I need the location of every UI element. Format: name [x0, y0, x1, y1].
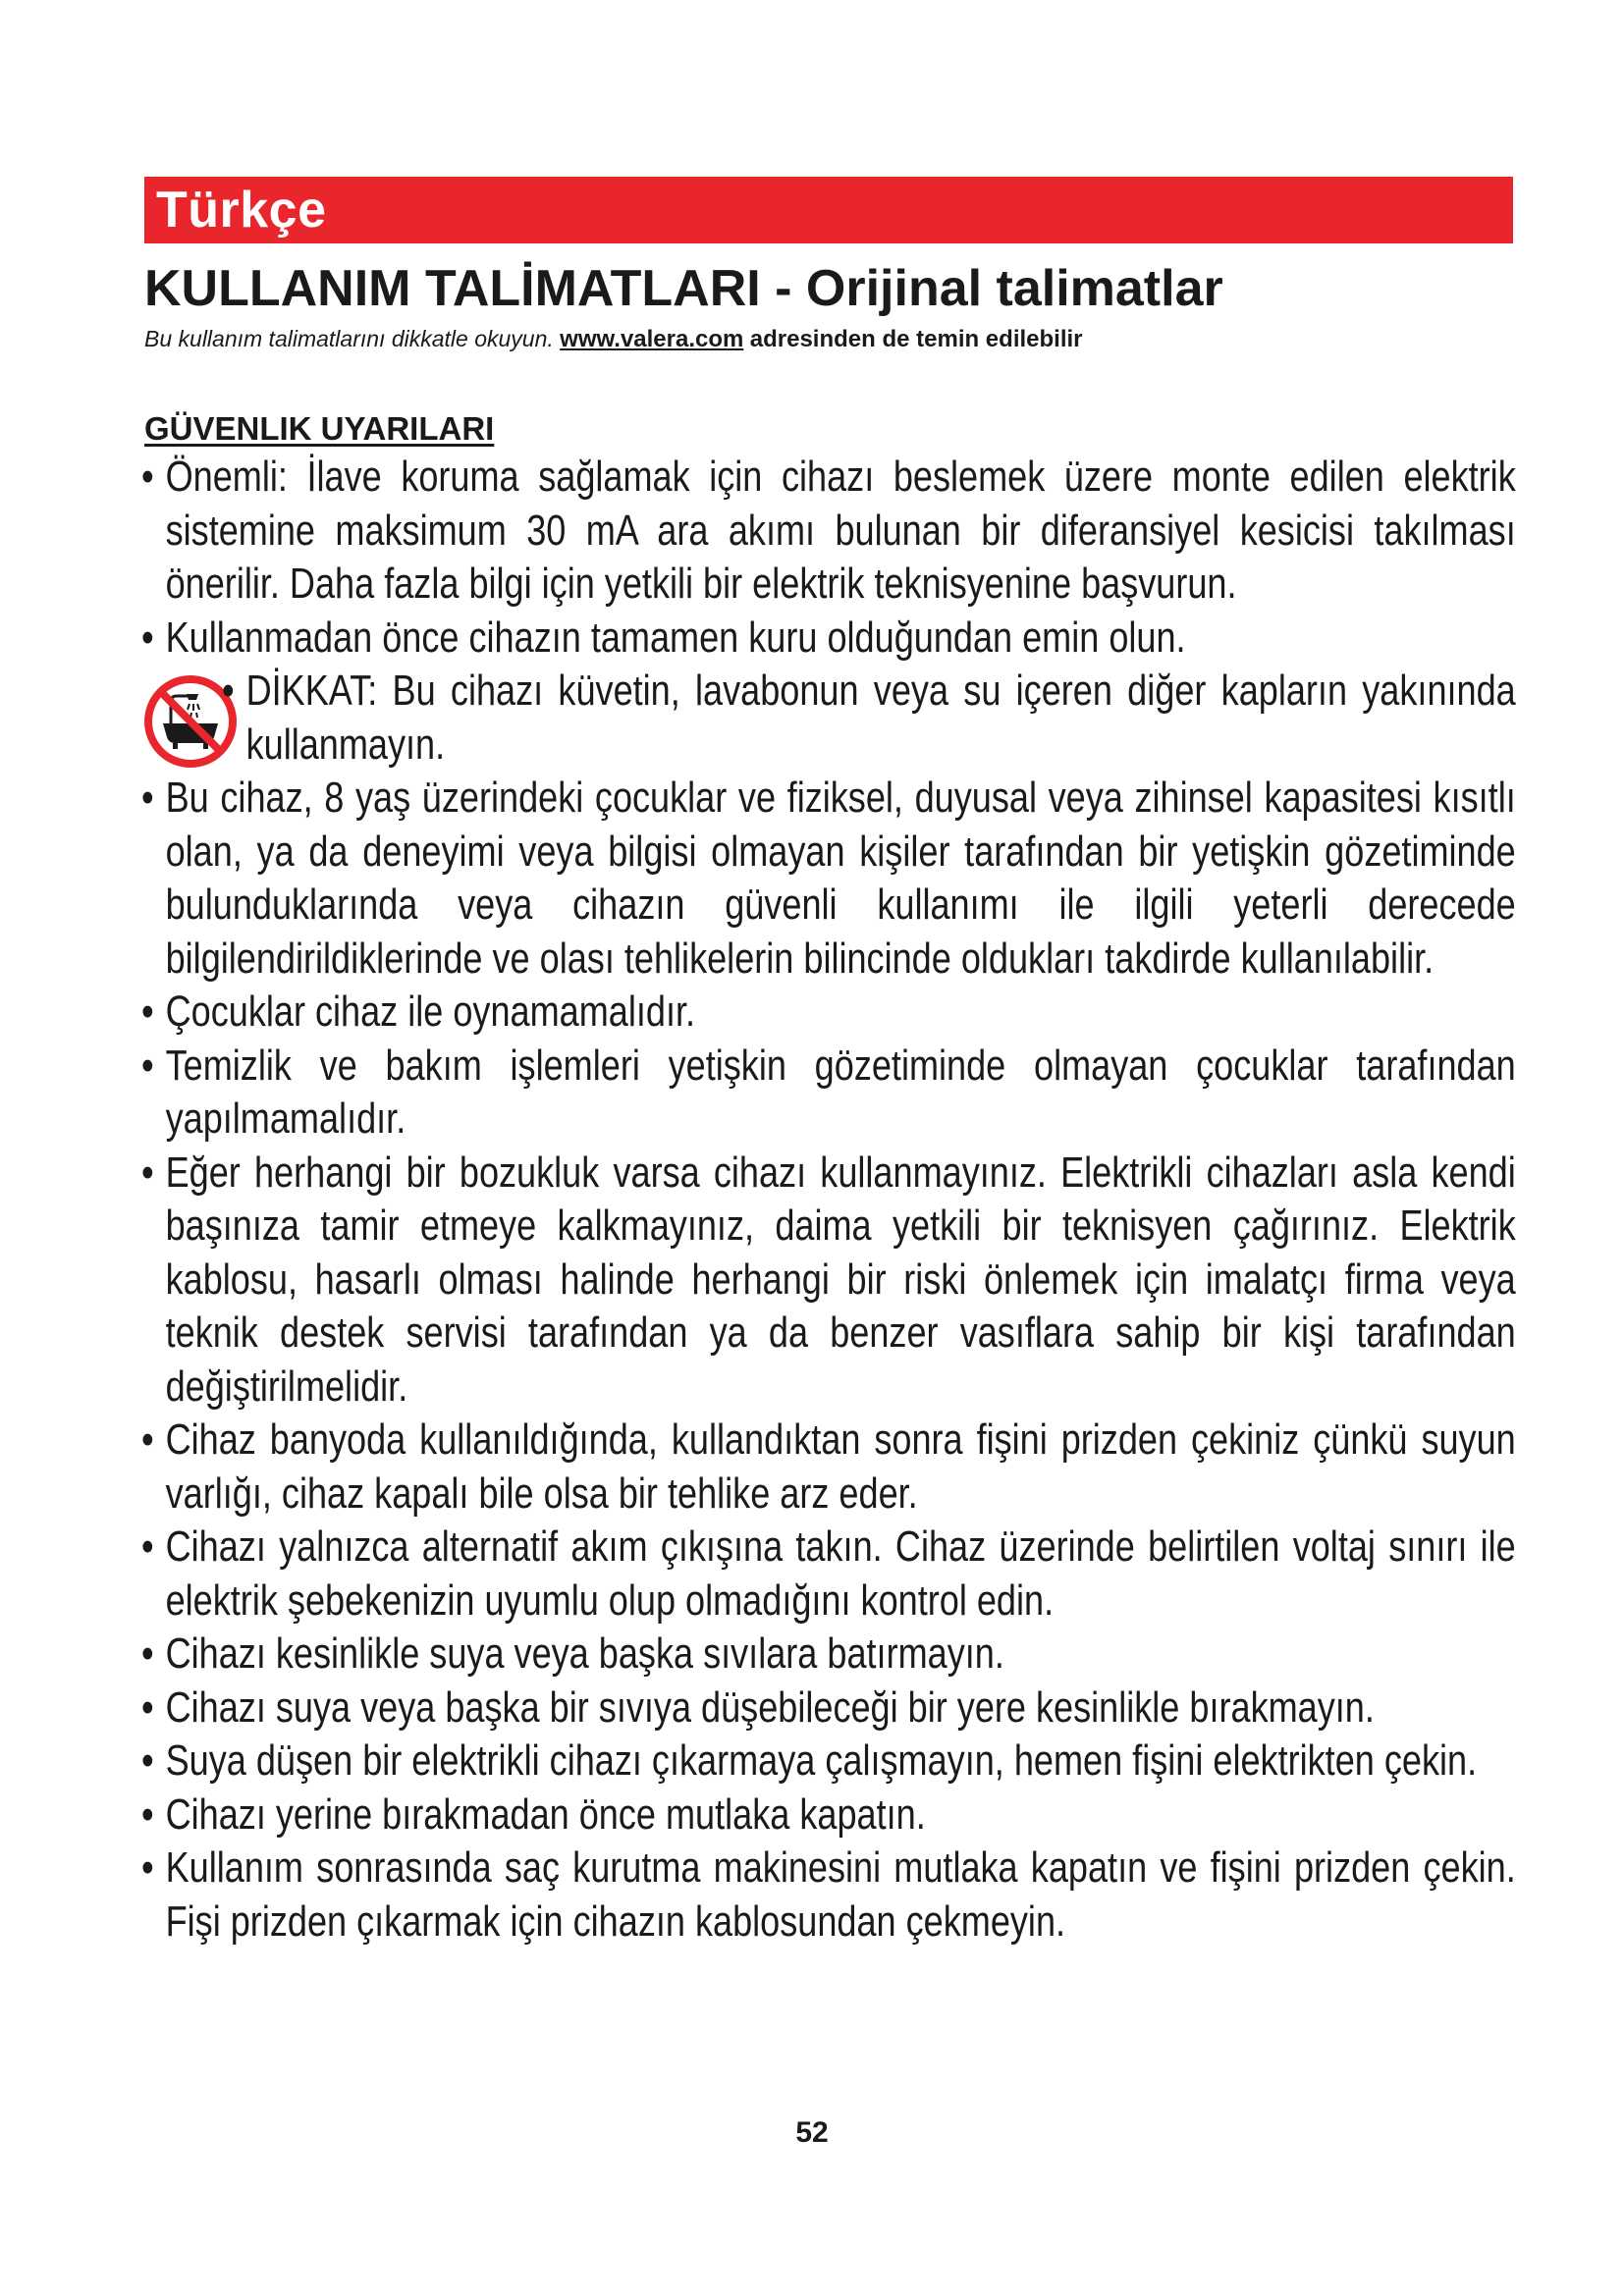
- language-banner: [144, 177, 1513, 243]
- safety-list: [141, 451, 1516, 1949]
- list-item: [141, 1842, 1516, 1949]
- language-label: Türkçe: [156, 182, 327, 239]
- item-text: Cihazı yerine bırakmadan önce mutlaka kapatın.: [165, 1789, 926, 1839]
- bullet: •: [141, 1789, 154, 1839]
- page-number: 52: [795, 2116, 829, 2149]
- bullet: •: [141, 1522, 154, 1571]
- item-text: Bu cihaz, 8 yaş üzerindeki çocuklar ve fiziksel, duyusal veya zihinsel kapasitesi kısıtlı olan, ya da deneyimi veya bilgisi olmayan kişiler tarafından bir yetişkin gözetiminde bulunduklarında veya cihazın güvenli kullanımı ile ilgili yeterli derecede bilgilendirildiklerinde ve olası tehlikelerin bilincinde oldukları takdirde kullanılabilir.: [165, 774, 1516, 983]
- item-text: Çocuklar cihaz ile oynamamalıdır.: [165, 988, 696, 1036]
- list-item: [141, 1682, 1516, 1735]
- subtitle-instruction: Bu kullanım talimatlarını dikkatle okuyun.: [144, 326, 554, 351]
- item-text: Cihazı yalnızca alternatif akım çıkışına takın. Cihaz üzerinde belirtilen voltaj sınırı ile elektrik şebekenizin uyumlu olup olmadığını kontrol edin.: [165, 1522, 1516, 1625]
- list-item: [141, 1040, 1516, 1147]
- list-item: [141, 1414, 1516, 1521]
- item-text: Eğer herhangi bir bozukluk varsa cihazı kullanmayınız. Elektrikli cihazları asla kendi başınıza tamir etmeye kalkmayınız, daima yetkili bir teknisyen çağırınız. Elektrik kablosu, hasarlı olması halinde herhangi bir riski önlemek için imalatçı firma veya teknik destek servisi tarafından ya da benzer vasıflara sahip bir kişi tarafından değiştirilmelidir.: [165, 1148, 1516, 1411]
- bullet: •: [141, 1629, 154, 1678]
- item-text: Cihazı kesinlikle suya veya başka sıvılara batırmayın.: [165, 1629, 1004, 1678]
- list-item: [141, 772, 1516, 986]
- bullet: •: [141, 613, 154, 662]
- item-text: Kullanmadan önce cihazın tamamen kuru olduğundan emin olun.: [165, 613, 1186, 662]
- bullet: •: [141, 453, 154, 501]
- bullet: •: [141, 1736, 154, 1785]
- section-heading: GÜVENLIK UYARILARI: [144, 410, 495, 447]
- list-item: [141, 1789, 1516, 1842]
- item-text: DİKKAT: Bu cihazı küvetin, lavabonun veya su içeren diğer kapların yakınında kullanmayın.: [245, 667, 1516, 769]
- bullet: •: [141, 1682, 154, 1732]
- item-text: Temizlik ve bakım işlemleri yetişkin gözetiminde olmayan çocuklar tarafından yapılmamalıdır.: [165, 1041, 1516, 1143]
- item-text: Suya düşen bir elektrikli cihazı çıkarmaya çalışmayın, hemen fişini elektrikten çekin.: [165, 1736, 1478, 1785]
- bullet: •: [141, 1415, 154, 1464]
- bullet: •: [141, 1148, 154, 1197]
- list-item: [141, 1628, 1516, 1682]
- warning-item: [141, 665, 1516, 772]
- list-item: [141, 1735, 1516, 1789]
- bullet: •: [141, 1843, 154, 1892]
- page-title: KULLANIM TALİMATLARI - Orijinal talimatlar: [144, 260, 1223, 317]
- bullet: •: [141, 1041, 154, 1090]
- bullet: •: [141, 774, 154, 822]
- list-item: [141, 986, 1516, 1040]
- item-text: Cihaz banyoda kullanıldığında, kullandıktan sonra fişini prizden çekiniz çünkü suyun varlığı, cihaz kapalı bile olsa bir tehlike arz eder.: [165, 1415, 1516, 1518]
- list-item: [141, 612, 1516, 666]
- subtitle: [144, 326, 1083, 353]
- subtitle-availability: adresinden de temin edilebilir: [749, 326, 1083, 352]
- list-item: [141, 451, 1516, 612]
- bullet: •: [222, 667, 235, 715]
- item-text: Önemli: İlave koruma sağlamak için cihazı beslemek üzere monte edilen elektrik sistemine maksimum 30 mA ara akımı bulunan bir diferansiyel kesicisi takılması önerilir. Daha fazla bilgi için yetkili bir elektrik teknisyenine başvurun.: [165, 453, 1516, 608]
- website-link[interactable]: www.valera.com: [560, 326, 744, 352]
- item-text: Kullanım sonrasında saç kurutma makinesini mutlaka kapatın ve fişini prizden çekin. Fişi prizden çıkarmak için cihazın kablosundan çekmeyin.: [165, 1843, 1516, 1946]
- item-text: Cihazı suya veya başka bir sıvıya düşebileceği bir yere kesinlikle bırakmayın.: [165, 1682, 1375, 1732]
- bullet: •: [141, 988, 154, 1036]
- list-item: [141, 1521, 1516, 1628]
- list-item: [141, 1147, 1516, 1415]
